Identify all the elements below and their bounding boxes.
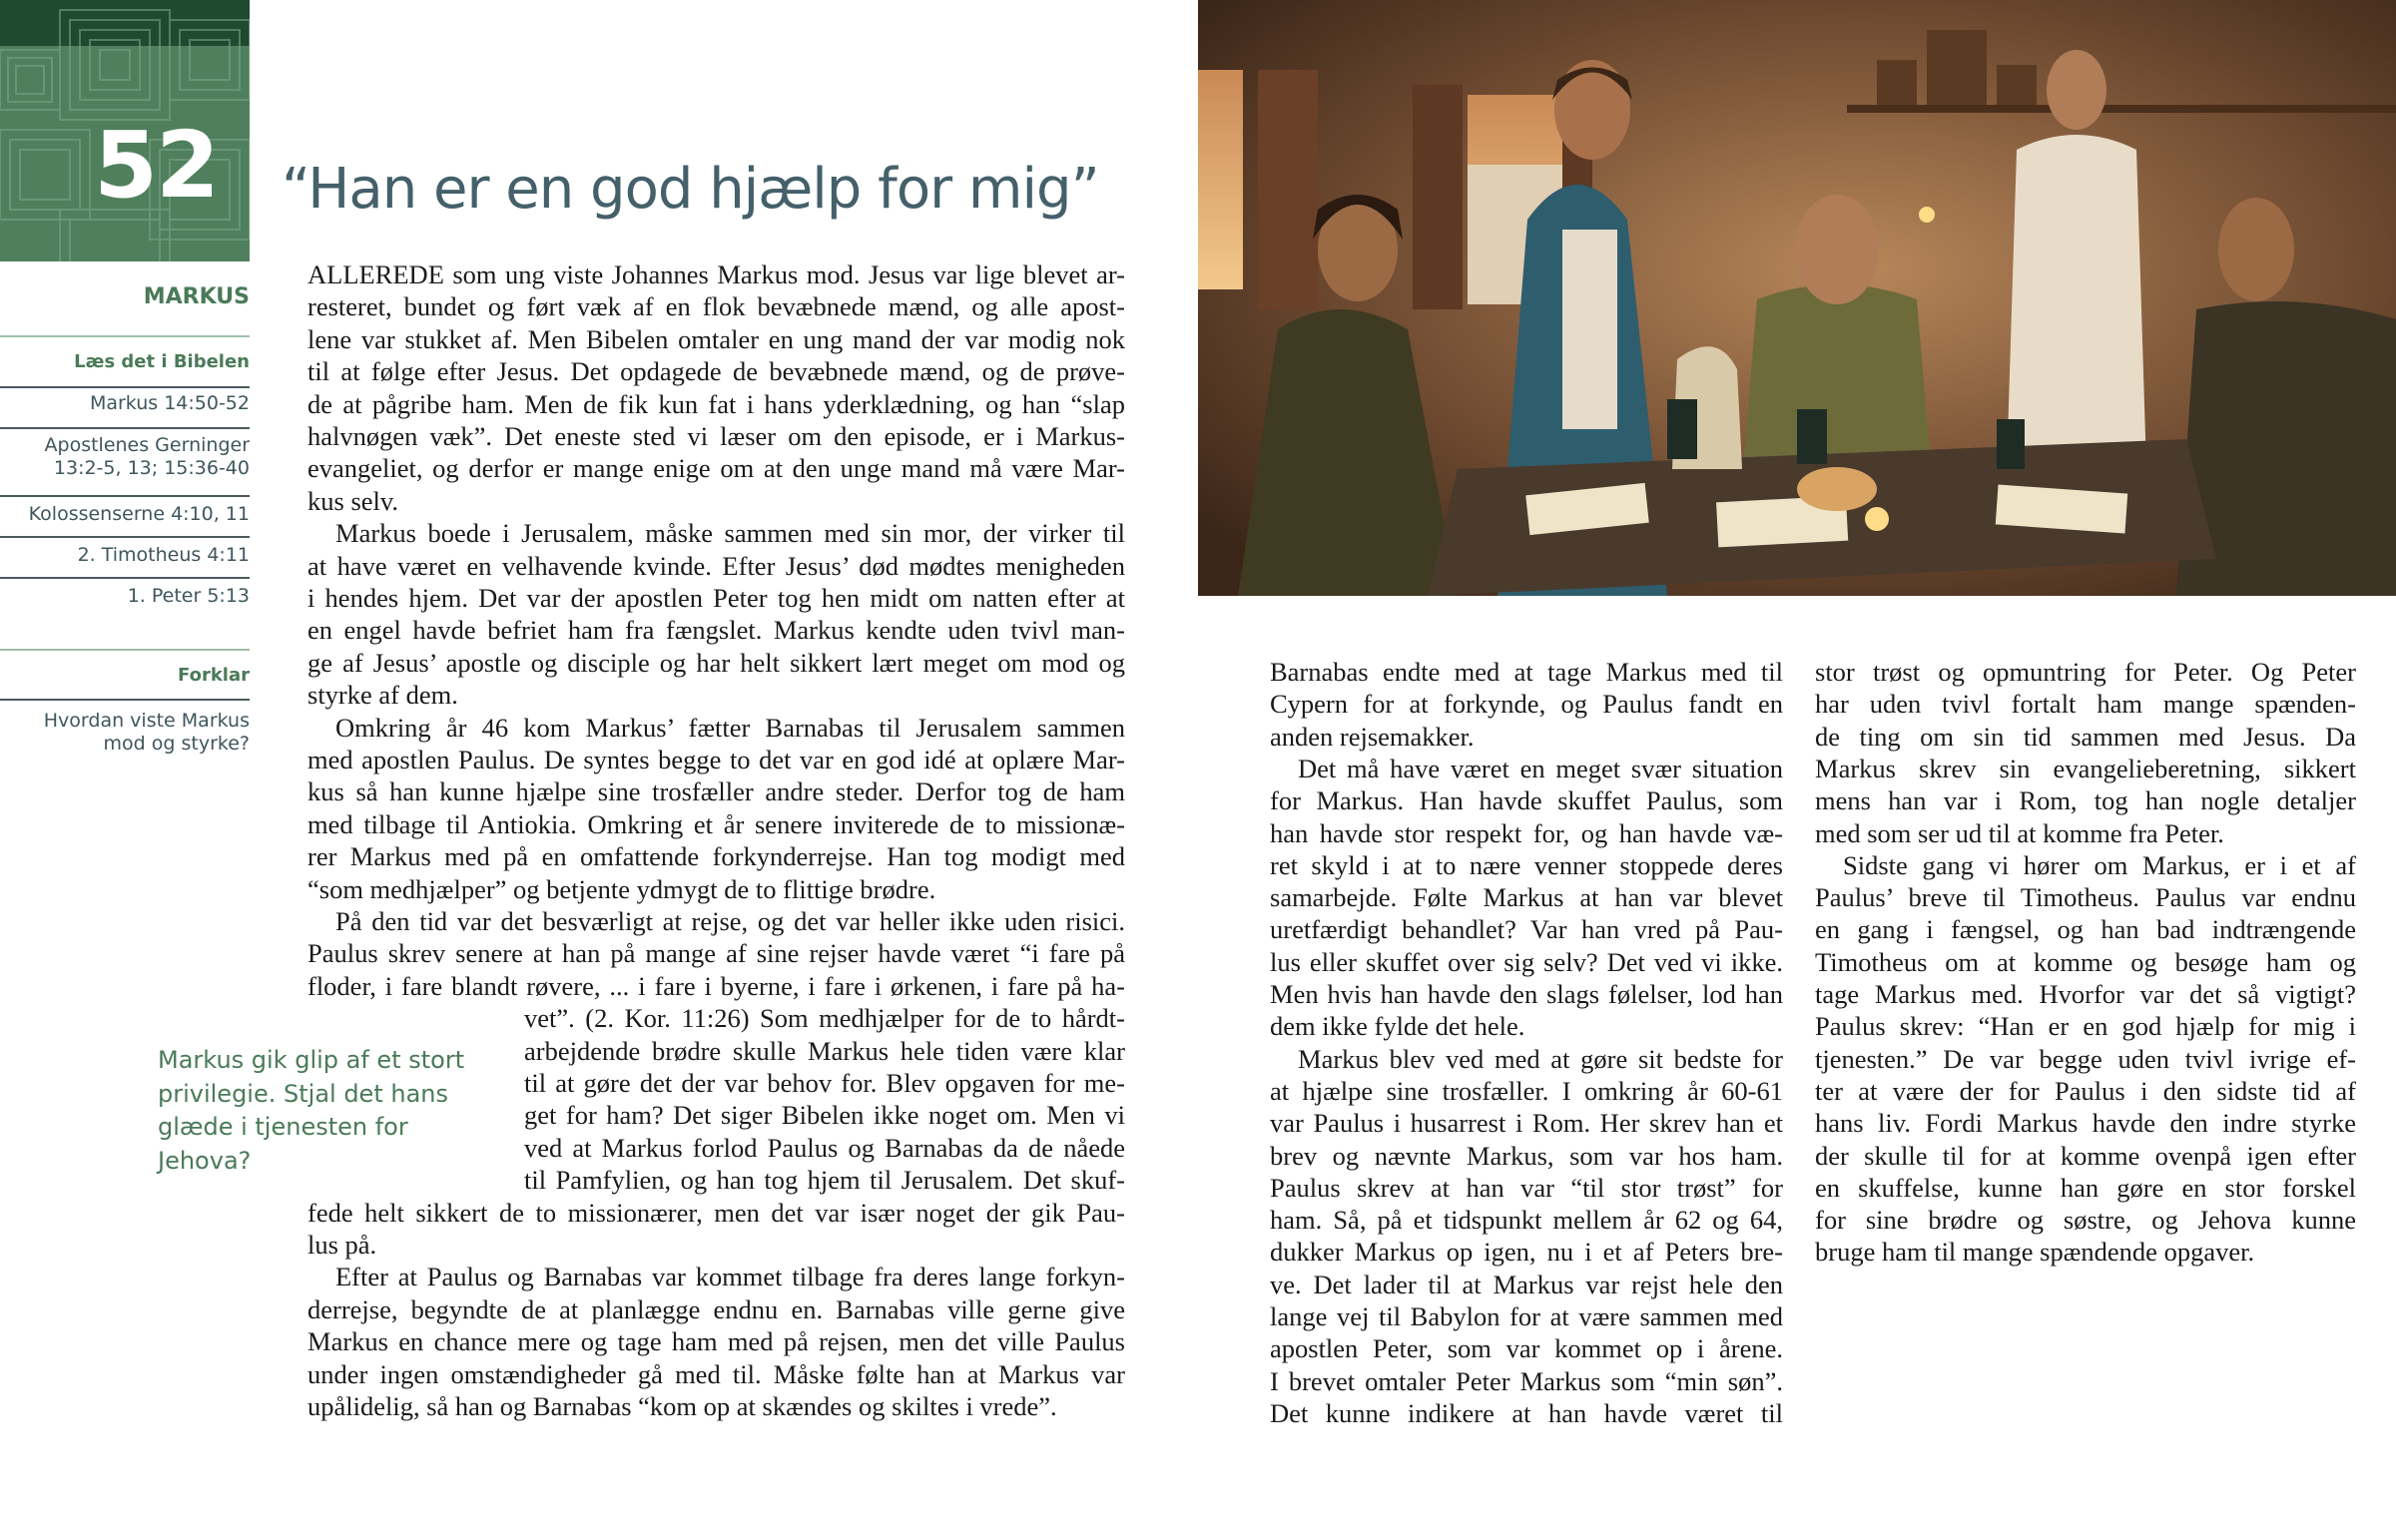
body-text-line: get for ham? Det siger Bibelen ikke noget om. Men vi [524, 1100, 1125, 1131]
body-text-line: rer Markus med på en omfattende forkynderrejse. Han tog modigt med [307, 841, 1125, 872]
body-text-line: uretfærdigt behandlet? Var han vred på Pau- [1270, 914, 1783, 945]
illustration-painting [1198, 0, 2396, 596]
body-text-line: Paulus’ breve til Timotheus. Paulus var endnu [1815, 882, 2356, 913]
body-text-line: brev og nævnte Markus, som var hos ham. [1270, 1140, 1783, 1171]
body-text-line: lange vej til Babylon for at være sammen med [1270, 1301, 1783, 1331]
body-text-line: ALLEREDE som ung viste Johannes Markus mod. Jesus var lige blevet ar- [307, 259, 1125, 289]
body-text-line: en engel havde befriet ham fra fængslet. Markus kendte uden tvivl man- [307, 615, 1125, 646]
body-text-line: ter at være der for Paulus i den sidste tid af [1815, 1075, 2356, 1106]
body-text-line: Markus boede i Jerusalem, måske sammen med sin mor, der virker til [335, 518, 1125, 549]
body-text-line: for Markus. Han havde skuffet Paulus, som [1270, 785, 1783, 816]
body-text-line: Paulus skrev senere at han på mange af sine rejser havde været “i fare på [307, 938, 1125, 969]
chapter-title: “Han er en god hjælp for mig” [282, 157, 1099, 222]
sidebar-explain-heading: Forklar [178, 665, 250, 686]
body-text-line: ved at Markus forlod Paulus og Barnabas da de nåede [524, 1132, 1125, 1163]
body-text-line: mens han var i Rom, tog han nogle detaljer [1815, 785, 2356, 816]
body-text-line: vet”. (2. Kor. 11:26) Som medhjælper for de to hårdt- [524, 1003, 1125, 1034]
body-text-line: til at gøre det der var behov for. Blev opgaven for me- [524, 1068, 1125, 1098]
sidebar-divider [0, 649, 250, 651]
body-text-line: dem ikke fylde det hele. [1270, 1011, 1525, 1042]
body-text-line: ret skyld i at to nære venner stoppede deres [1270, 849, 1783, 880]
body-text-line: til at følge efter Jesus. Det opdagede de bevæbnede mænd, og de prøve- [307, 356, 1125, 387]
body-text-line: for sine brødre og søstre, og Jehova kunne [1815, 1205, 2356, 1236]
body-text-line: Paulus skrev at han var “til stor trøst” for [1270, 1172, 1783, 1203]
body-text-line: Timotheus om at komme og besøge ham og [1815, 946, 2356, 977]
body-text-line: floder, i fare blandt røvere, ... i fare i byerne, i fare i ørkenen, i fare på ha- [307, 970, 1125, 1001]
body-text-line: Cypern for at forkynde, og Paulus fandt en [1270, 689, 1783, 720]
body-text-line: Det må have været en meget svær situation [1298, 753, 1783, 783]
body-text-line: lus eller skuffet over sig selv? Det ved vi ikke. [1270, 946, 1783, 977]
scripture-reference-link[interactable]: 1. Peter 5:13 [127, 585, 250, 607]
body-text-line: apostlen Peter, som var kommet op i årene. [1270, 1333, 1783, 1364]
body-text-line: Paulus skrev: “Han er en god hjælp for mig i [1815, 1011, 2356, 1042]
body-text-line: fede helt sikkert de to missionærer, men det var især noget der gik Pau- [307, 1197, 1125, 1228]
body-text-line: På den tid var det besværligt at rejse, og det var heller ikke uden risici. [335, 906, 1125, 936]
body-text-line: stor trøst og opmuntring for Peter. Og Peter [1815, 657, 2356, 687]
sidebar-question-line: mod og styrke? [103, 733, 250, 755]
body-text-line: Markus blev ved med at gøre sit bedste for [1298, 1043, 1783, 1074]
body-text-line: anden rejsemakker. [1270, 721, 1475, 752]
illustration [1198, 0, 2396, 596]
pull-quote [158, 1044, 465, 1178]
body-text-line: lene var stukket af. Men Bibelen omtaler en ung mand der var modig nok [307, 323, 1125, 354]
body-text-line: kus så han kunne hjælpe sine trosfæller andre steder. Derfor tog de ham [307, 776, 1125, 807]
body-text-line: lus på. [307, 1230, 377, 1260]
sidebar-person-name: MARKUS [143, 284, 250, 309]
sidebar-divider [0, 536, 250, 538]
body-text-line: ham. Så, på et tidspunkt mellem år 62 og 64, [1270, 1205, 1783, 1236]
sidebar-read-heading: Læs det i Bibelen [74, 351, 250, 372]
body-text-line: I brevet omtaler Peter Markus som “min søn”. [1270, 1365, 1783, 1396]
body-text-line: Efter at Paulus og Barnabas var kommet tilbage fra deres lange forkyn- [335, 1262, 1125, 1292]
body-text-line: resteret, bundet og ført væk af en flok bevæbnede mænd, og alle apost- [307, 291, 1125, 322]
body-text-line: tjenesten.” De var begge uden tvivl ivrige ef- [1815, 1043, 2356, 1074]
sidebar-divider [0, 386, 250, 388]
body-text-line: har uden tvivl fortalt ham mange spænden- [1815, 689, 2356, 720]
body-text-line: de ting om sin tid sammen med Jesus. Da [1815, 721, 2356, 752]
body-text-line: ve. Det lader til at Markus var rejst hele den [1270, 1269, 1783, 1299]
body-text-line: halvnøgen væk”. Det eneste sted vi læser om den episode, er i Markus- [307, 421, 1125, 451]
body-text-line: under ingen omstændigheder gå med til. Måske følte han at Markus var [307, 1358, 1125, 1389]
body-text-line: bruge ham til mange spændende opgaver. [1815, 1237, 2255, 1268]
body-text-line: arbejdende brødre skulle Markus hele tiden være klar [524, 1035, 1125, 1066]
scripture-reference-link[interactable]: 2. Timotheus 4:11 [77, 544, 250, 566]
pull-quote-line: Markus gik glip af et stort [158, 1046, 465, 1074]
body-text-line: samarbejde. Følte Markus at han var blevet [1270, 882, 1783, 913]
body-text-line: de at pågribe ham. Men de fik kun fat i hans yderklædning, og han “slap [307, 388, 1125, 419]
scripture-reference-link[interactable]: Markus 14:50-52 [89, 392, 250, 414]
sidebar-divider [0, 495, 250, 497]
body-text-line: Sidste gang vi hører om Markus, er i et af [1843, 849, 2356, 880]
body-text-line: evangeliet, og derfor er mange enige om at den unge mand må være Mar- [307, 453, 1125, 484]
body-text-line: var Paulus i husarrest i Rom. Her skrev han et [1270, 1108, 1783, 1139]
pull-quote-line: glæde i tjenesten for [158, 1113, 408, 1141]
pull-quote-line: Jehova? [158, 1146, 252, 1175]
body-text-line: en gang i fængsel, og han bad indtrængende [1815, 914, 2356, 945]
body-text-line: styrke af dem. [307, 680, 458, 711]
chapter-number-block [0, 0, 250, 261]
sidebar-divider [0, 335, 250, 337]
body-text-line: at hjælpe sine trosfæller. I omkring år 60-61 [1270, 1075, 1783, 1106]
body-text-line: til Pamfylien, og han tog hjem til Jerusalem. Det skuf- [524, 1165, 1125, 1196]
body-text-line: Markus skrev sin evangelieberetning, sikkert [1815, 753, 2356, 783]
body-text-line: Det kunne indikere at han havde været til [1270, 1397, 1783, 1428]
body-text-line: at have været en velhavende kvinde. Efter Jesus’ død mødtes menigheden [307, 550, 1125, 581]
body-text-line: derrejse, begyndte de at planlægge endnu en. Barnabas ville gerne give [307, 1293, 1125, 1324]
body-text-line: hans liv. Fordi Markus havde den indre styrke [1815, 1108, 2356, 1139]
scripture-reference-link[interactable]: Kolossenserne 4:10, 11 [28, 503, 250, 525]
body-text-line: med som ser ud til at komme fra Peter. [1815, 817, 2224, 848]
pull-quote-line: privilegie. Stjal det hans [158, 1079, 448, 1108]
body-text-line: upålidelig, så han og Barnabas “kom op at skændes og skiltes i vrede”. [307, 1391, 1057, 1421]
sidebar-question [44, 710, 250, 756]
scripture-reference-link[interactable] [45, 434, 250, 480]
body-text-line: i hendes hjem. Det var der apostlen Peter tog hen midt om natten efter at [307, 583, 1125, 613]
body-text-line: ge af Jesus’ apostle og disciple og har helt sikkert lært meget om mod og [307, 647, 1125, 678]
body-text-line: “som medhjælper” og betjente ydmygt de to flittige brødre. [307, 873, 936, 904]
body-text-line: med apostlen Paulus. De syntes begge to det var en god idé at oplære Mar- [307, 745, 1125, 774]
sidebar-divider [0, 427, 250, 429]
body-text-line: tage Markus med. Hvorfor var det så vigtigt? [1815, 979, 2356, 1009]
body-text-line: dukker Markus op igen, nu i et af Peters bre- [1270, 1237, 1783, 1268]
body-text-line: han havde stor respekt for, og han havde væ- [1270, 817, 1783, 848]
body-text-line: en skuffelse, kunne han gøre en stor forskel [1815, 1172, 2356, 1203]
body-text-line: Barnabas endte med at tage Markus med til [1270, 657, 1783, 687]
sidebar-question-line: Hvordan viste Markus [43, 710, 250, 732]
body-text-line: der skulle til for at komme ovenpå igen efter [1815, 1140, 2356, 1171]
body-text-line: Omkring år 46 kom Markus’ fætter Barnabas til Jerusalem sammen [335, 712, 1125, 743]
body-text-line: med tilbage til Antiokia. Omkring et år senere inviterede de to missionæ- [307, 808, 1125, 839]
scripture-reference-line: Apostlenes Gerninger [44, 434, 250, 456]
sidebar-divider [0, 699, 250, 701]
chapter-number: 52 [94, 112, 219, 219]
sidebar-divider [0, 577, 250, 579]
scripture-reference-line: 13:2-5, 13; 15:36-40 [53, 457, 250, 479]
body-text-line: Men hvis han havde den slags følelser, lod han [1270, 979, 1783, 1009]
body-text-line: Markus en chance mere og tage ham med på rejsen, men det ville Paulus [307, 1326, 1125, 1357]
body-text-line: kus selv. [307, 485, 399, 516]
